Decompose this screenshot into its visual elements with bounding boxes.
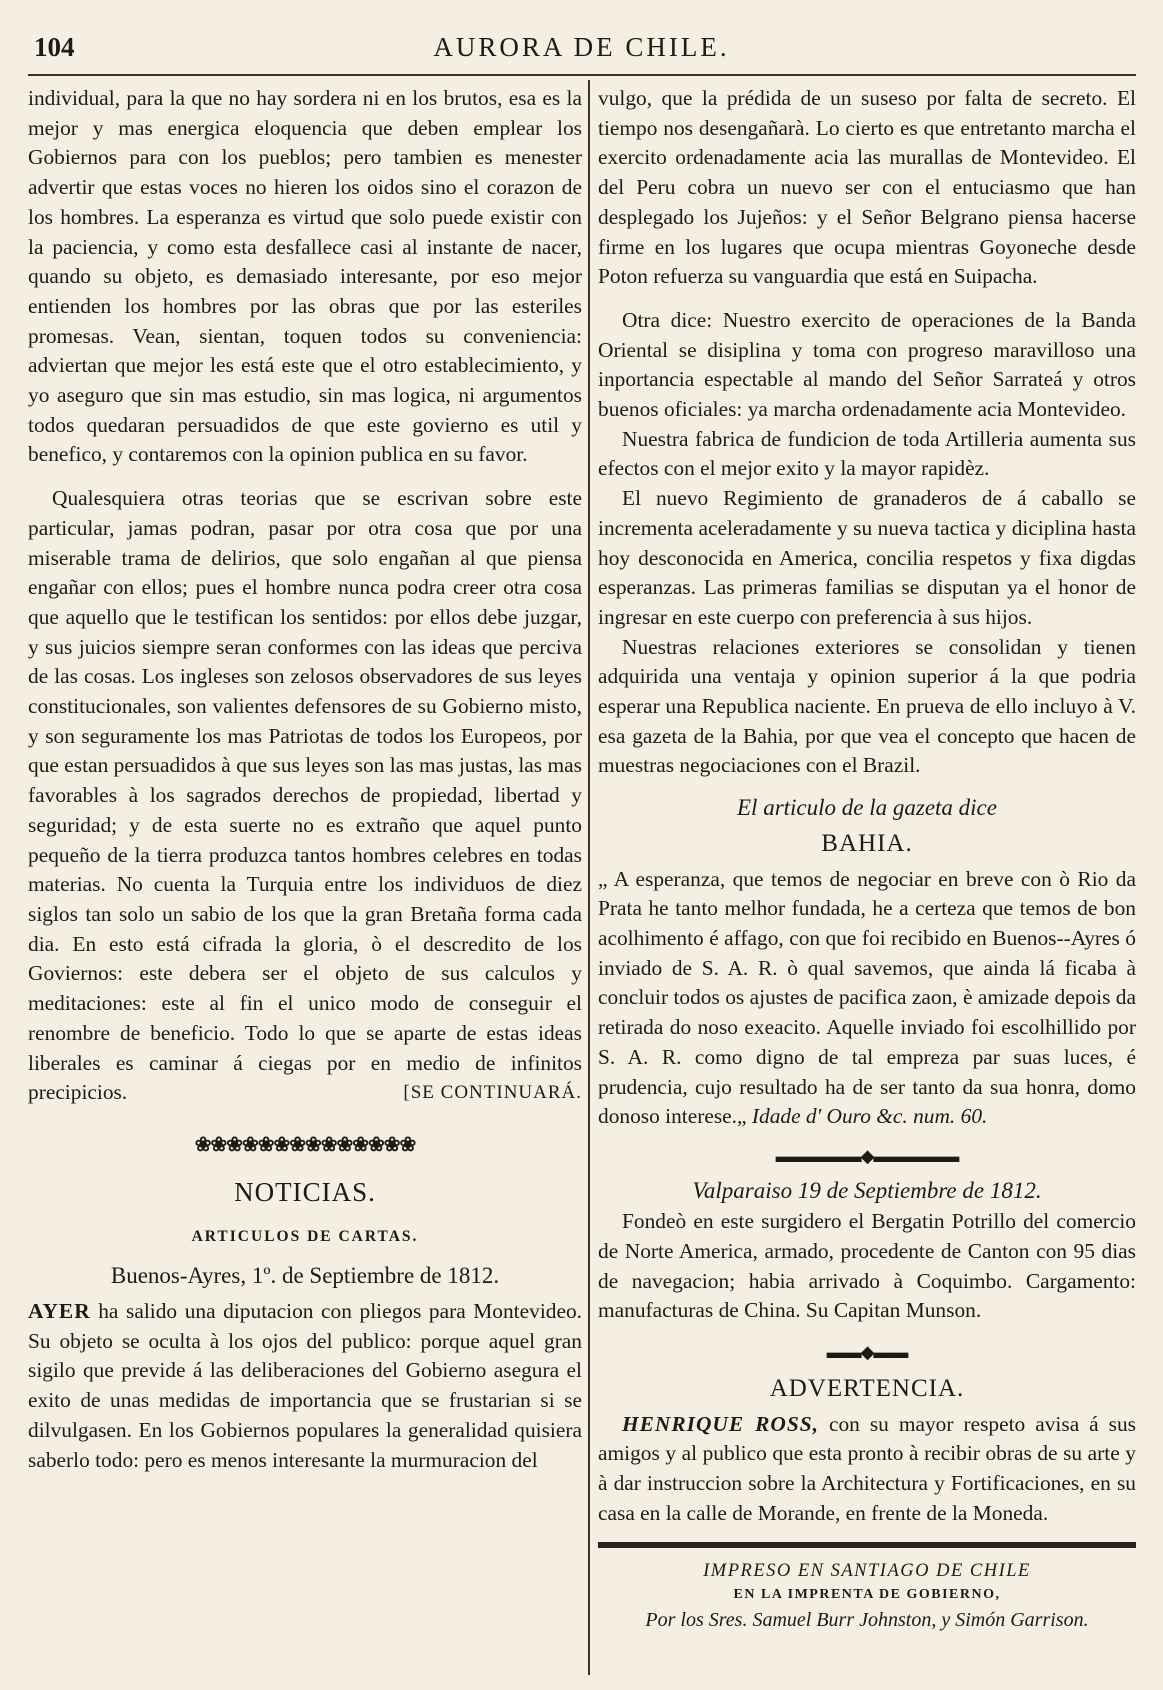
buenos-ayres-dateline: Buenos-Ayres, 1º. de Septiembre de 1812. — [110, 1263, 500, 1289]
right-paragraph-1: vulgo, que la prédida de un suseso por falta de secreto. El tiempo nos desengañarà. Lo cierto es que entretanto marcha el exercito ordenadamente acia las murallas de Montevideo. El del Peru cobra un nuevo ser con el entuciasmo que han desplegado los Jujeños: y el Señor Belgrano piensa hacerse firme en los lugares que ocupa mientras Goyoneche desde Poton refuerza su vanguardia que está en Suipacha. — [598, 86, 1136, 289]
fabrica-paragraph: Nuestra fabrica de fundicion de toda Artilleria aumenta sus efectos con el mejor exito y la mayor rapidèz. — [598, 426, 1136, 481]
regimiento-paragraph: El nuevo Regimiento de granaderos de á caballo se incrementa aceleradamente y su nueva tactica y diciplina hasta hoy desconocida en America, concilia respetos y fixa digdas esperanzas. Las primeras familias se disputan ya el honor de ingresar en este cuerpo con preferencia à sus hijos. — [598, 486, 1136, 629]
advertencia-heading: ADVERTENCIA. — [769, 1374, 965, 1402]
relaciones-paragraph: Nuestras relaciones exteriores se consolidan y tienen adquirida una ventaja y opinion superior á la que podria esperar una Republica naciente. En prueva de ello incluyo à V. esa gazeta de la Bahia, por que vea el concepto que hacen de muestras negociaciones con el Brazil. — [598, 634, 1136, 778]
advertiser-name: HENRIQUE ROSS, — [622, 1411, 819, 1436]
imprint-line-2: EN LA IMPRENTA DE GOBIERNO, — [733, 1587, 1001, 1603]
bahia-citation: Idade d' Ouro &c. num. 60. — [751, 1104, 988, 1129]
small-ornament: ▬▬◆▬▬ — [826, 1342, 908, 1363]
articulos-heading: ARTICULOS DE CARTAS. — [191, 1227, 419, 1245]
column-divider — [588, 80, 590, 1675]
continued-note: [SE CONTINUARÁ. — [403, 1082, 582, 1104]
otra-dice-paragraph: Otra dice: Nuestro exercito de operaciones de la Banda Oriental se disiplina y toma con progreso maravilloso una inportancia espectable al mando del Señor Sarrateá y otros buenos oficiales: ya marcha ordenadamente acia Montevideo. — [598, 307, 1136, 422]
bahia-text: „ A esperanza, que temos de negociar en breve con ò Rio da Prata he tanto melhor fundada, he a certeza que temos de bon acolhimento é affago, con que foi recibido en Buenos--Ayres ó inviado de S. A. R. ò qual savemos, que ainda lá ficaba à concluir todos os ajustes de pacifica zaon, è amizade depois da retirada do noso exeacito. Aquelle inviado foi escolhillido por S. A. R. como digno de tal empreza par suas luces, é prudencia, cujo resultado ha de ser tanto da sua honra, domo donoso interese.„ — [598, 866, 1136, 1129]
left-column — [28, 84, 582, 1475]
noticias-heading: NOTICIAS. — [234, 1176, 376, 1207]
imprint-rule — [598, 1542, 1136, 1548]
bahia-paragraph — [598, 865, 1136, 1132]
imprint-line-3: Por los Sres. Samuel Burr Johnston, y Simón Garrison. — [645, 1609, 1089, 1632]
right-column — [598, 84, 1136, 1634]
page-number: 104 — [34, 32, 75, 62]
continued-line — [28, 1078, 582, 1108]
advertencia-paragraph — [598, 1410, 1136, 1529]
running-head: AURORA DE CHILE. — [433, 32, 730, 62]
left-paragraph-2: Qualesquiera otras teorias que se escrivan sobre este particular, jamas podran, pasar por otra cosa que por una miserable trama de delirios, que solo engañan al que piensa engañar con ellos; pues el hombre nunca podra creer otra cosa que aquello que le testifican los sentidos: por ellos debe juzgar, y sus juicios siempre seran conformes con las ideas que perciva de las cosas. Los ingleses son zelosos observadores de sus leyes constitucionales, son valientes defensores de su Gobierno misto, y son seguramente los mas Patriotas de todos los Europeos, por que estan persuadidos à que sus leyes son las mas justas, las mas favorables à los sagrados derechos de propiedad, libertad y seguridad; y de esta suerte no es extraño que aquel punto pequeño de la tierra produzca tantos hombres celebres en todas materias. No cuenta la Turquia entre los individuos de diez siglos tan solo un sabio de los que la gran Bretaña forma cada dia. En esto está cifrada la gloria, ò el descredito de los Goviernos: este debera ser el objeto de sus calculos y meditaciones: este al fin el unico modo de conseguir el renombre de beneficio. Todo lo que se aparte de estas ideas liberales es caminar á ciegas por en medio de infinitos precipicios. — [28, 486, 582, 1105]
ayer-dropcap: AYER — [28, 1299, 91, 1324]
valparaiso-paragraph: Fondeò en este surgidero el Bergatin Potrillo del comercio de Norte America, armado, procedente de Canton con 95 dias de navegacion; habia arrivado à Coquimbo. Cargamento: manufacturas de China. Su Capitan Munson. — [598, 1209, 1136, 1323]
ayer-paragraph — [28, 1297, 582, 1475]
advertencia-text: con su mayor respeto avisa á sus amigos y al publico que esta pronto à recibir obras de su arte y à dar instruccion sobre la Architectura y Fortificaciones, en su casa en la calle de Morande, en frente de la Moneda. — [598, 1411, 1137, 1525]
valparaiso-dateline: Valparaiso 19 de Septiembre de 1812. — [692, 1177, 1042, 1203]
bahia-heading: BAHIA. — [821, 829, 913, 857]
gazeta-heading: El articulo de la gazeta dice — [737, 795, 997, 821]
imprint-line-1: IMPRESO EN SANTIAGO DE CHILE — [703, 1561, 1031, 1582]
diamond-ornament: ▬▬▬▬▬◆▬▬▬▬▬ — [775, 1145, 959, 1166]
left-paragraph-1: individual, para la que no hay sordera ni en los brutos, esa es la mejor y mas energica eloquencia que deben emplear los Gobiernos para con los pueblos; pero tambien es menester advertir que estas voces no hieren los oidos sino el corazon de los hombres. La esperanza es virtud que solo puede existir con la paciencia, y como esta desfallece casi al instante de nacer, quando su objeto, es demasiado interesante, por eso mejor entienden los hombres por las obras que por las esteriles promesas. Vean, sientan, toquen todos su conveniencia: adviertan que mejor les está este que el otro establecimiento, y yo aseguro que sin mas estudio, sin mas logica, ni argumentos todos quedaran persuadidos de que este govierno es util y benefico, y contaremos con la opinion publica en su favor. — [28, 86, 582, 467]
top-rule — [28, 74, 1136, 76]
ayer-text: ha salido una diputacion con pliegos para Montevideo. Su objeto se oculta à los ojos del publico: porque aquel gran sigilo que previde á las deliberaciones del Gobierno asegura el exito de unas medidas de importancia que se frustarian si se dilvulgasen. En los Gobiernos populares la generalidad quisiera saberlo todo: pero es menos interesante la murmuracion del — [28, 1299, 582, 1472]
ornament-divider: ❀❀❀❀❀❀❀❀❀❀❀❀❀❀ — [194, 1133, 416, 1156]
